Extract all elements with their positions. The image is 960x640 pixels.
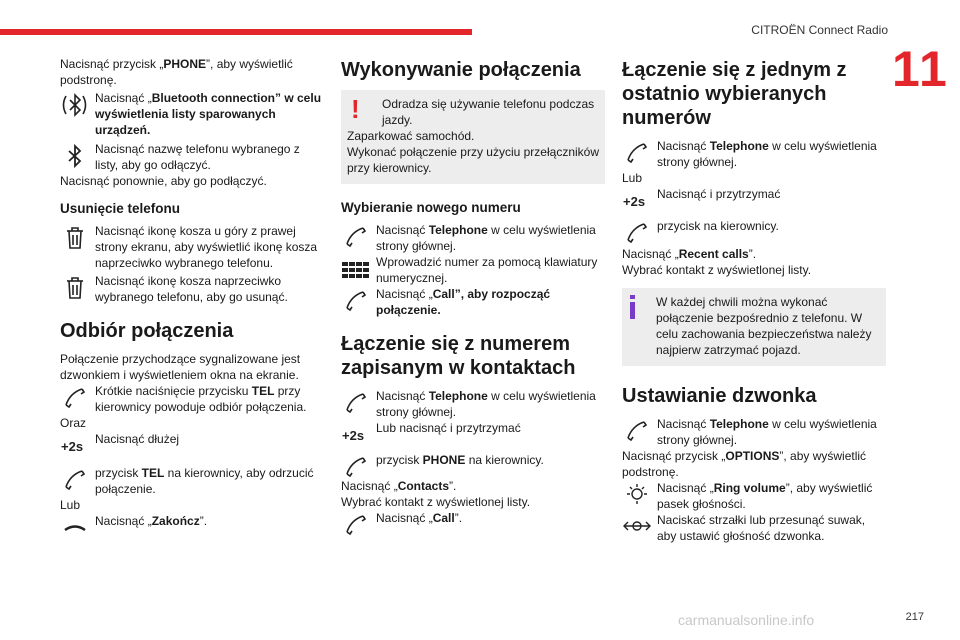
column-3 xyxy=(622,56,886,544)
phone-handset-icon xyxy=(60,465,90,495)
phone-handset-icon xyxy=(60,383,90,413)
running-head: CITROËN Connect Radio xyxy=(751,23,888,37)
instruction-row: Nacisnąć Telephone w celu wyświetlenia strony głównej. xyxy=(622,416,886,448)
instruction-row: Nacisnąć nazwę telefonu wybranego z listy, aby go odłączyć. xyxy=(60,141,322,173)
section-heading: Wykonywanie połączenia xyxy=(341,59,581,81)
svg-text:+2s: +2s xyxy=(342,428,365,443)
section-heading: Łączenie się z jednym z ostatnio wybieranych numerów xyxy=(622,59,847,129)
bluetooth-connection-icon xyxy=(60,90,90,120)
phone-handset-icon xyxy=(341,510,371,540)
paragraph: Lub xyxy=(622,171,643,185)
header-red-bar xyxy=(0,29,472,35)
instruction-row: +2s Nacisnąć i przytrzymać xyxy=(622,186,886,218)
instruction-row: Nacisnąć ikonę kosza naprzeciwko wybranego telefonu, aby go usunąć. xyxy=(60,273,322,305)
paragraph: Połączenie przychodzące sygnalizowane jest dzwonkiem i wyświetleniem okna na ekranie. xyxy=(60,352,301,382)
instruction-row: przycisk PHONE na kierownicy. xyxy=(341,452,605,478)
info-icon xyxy=(628,294,648,320)
phone-handset-icon xyxy=(622,416,652,446)
paragraph: Nacisnąć „Contacts”. xyxy=(341,479,457,493)
svg-text:+2s: +2s xyxy=(623,194,646,209)
keypad-icon xyxy=(341,254,371,284)
instruction-row: Nacisnąć ikonę kosza u góry z prawej strony ekranu, aby wyświetlić ikonę kosza naprzeciwko wybranego telefonu. xyxy=(60,223,322,271)
trash-icon xyxy=(60,223,90,253)
bluetooth-icon xyxy=(60,141,90,171)
paragraph: Nacisnąć przycisk „OPTIONS”, aby wyświetlić podstronę. xyxy=(622,449,867,479)
phone-handset-icon xyxy=(341,388,371,418)
instruction-row: Nacisnąć Telephone w celu wyświetlenia strony głównej. xyxy=(341,388,605,420)
paragraph: Nacisnąć przycisk „PHONE”, aby wyświetlić podstronę. xyxy=(60,57,293,87)
instruction-row: przycisk TEL na kierownicy, aby odrzucić połączenie. xyxy=(60,465,322,497)
phone-handset-icon xyxy=(341,222,371,252)
section-heading: Ustawianie dzwonka xyxy=(622,385,817,407)
warning-icon: ! xyxy=(351,94,360,124)
section-heading: Wybieranie nowego numeru xyxy=(341,200,521,215)
paragraph: Nacisnąć „Recent calls”. xyxy=(622,247,757,261)
volume-icon xyxy=(622,480,652,510)
long-press-2s-icon xyxy=(341,420,371,450)
instruction-row: Nacisnąć Telephone w celu wyświetlenia strony głównej. xyxy=(622,138,886,170)
paragraph: Wybrać kontakt z wyświetlonej listy. xyxy=(341,495,531,509)
instruction-row: Nacisnąć Telephone w celu wyświetlenia strony głównej. xyxy=(341,222,605,254)
column-1 xyxy=(60,56,322,529)
paragraph: Lub xyxy=(60,498,81,512)
svg-text:+2s: +2s xyxy=(61,439,84,454)
info-box: W każdej chwili można wykonać połączenie bezpośrednio z telefonu. W celu zachowania bezpieczeństwa należy najpierw zatrzymać pojazd. xyxy=(622,288,886,366)
hang-up-icon xyxy=(60,513,90,543)
long-press-2s-icon xyxy=(622,186,652,216)
instruction-row: Nacisnąć „Zakończ”. xyxy=(60,513,322,529)
section-heading: Łączenie się z numerem zapisanym w kontaktach xyxy=(341,333,576,379)
instruction-row: Krótkie naciśnięcie przycisku TEL przy kierownicy powoduje odbiór połączenia. xyxy=(60,383,322,415)
instruction-row: Nacisnąć „Call”. xyxy=(341,510,605,526)
page-number: 217 xyxy=(905,611,924,623)
phone-handset-icon xyxy=(341,286,371,316)
instruction-row: przycisk na kierownicy. xyxy=(622,218,886,246)
paragraph: Wybrać kontakt z wyświetlonej listy. xyxy=(622,263,812,277)
slider-arrows-icon xyxy=(622,512,652,542)
instruction-row: Nacisnąć „Call”, aby rozpocząć połączenie. xyxy=(341,286,605,318)
instruction-row: Nacisnąć „Bluetooth connection” w celu wyświetlenia listy sparowanych urządzeń. xyxy=(60,90,322,138)
phone-handset-icon xyxy=(622,138,652,168)
section-heading: Odbiór połączenia xyxy=(60,320,234,342)
phone-handset-icon xyxy=(622,218,652,248)
instruction-row: +2s Nacisnąć dłużej xyxy=(60,431,322,465)
section-heading: Usunięcie telefonu xyxy=(60,201,181,216)
column-2 xyxy=(341,56,605,526)
phone-handset-icon xyxy=(341,452,371,482)
paragraph: Oraz xyxy=(60,416,87,430)
watermark: carmanualsonline.info xyxy=(678,612,815,628)
instruction-row: Naciskać strzałki lub przesunąć suwak, aby ustawić głośność dzwonka. xyxy=(622,512,886,544)
paragraph: Nacisnąć ponownie, aby go podłączyć. xyxy=(60,174,267,188)
instruction-row: Wprowadzić numer za pomocą klawiatury numerycznej. xyxy=(341,254,605,286)
trash-icon xyxy=(60,273,90,303)
warning-box: ! Odradza się używanie telefonu podczas jazdy. Zaparkować samochód. Wykonać połączenie przy użyciu przełączników przy kierownicy. xyxy=(341,90,605,184)
instruction-row: +2s Lub nacisnąć i przytrzymać xyxy=(341,420,605,452)
chapter-number: 11 xyxy=(892,41,949,97)
long-press-2s-icon xyxy=(60,431,90,461)
instruction-row: Nacisnąć „Ring volume”, aby wyświetlić pasek głośności. xyxy=(622,480,886,512)
